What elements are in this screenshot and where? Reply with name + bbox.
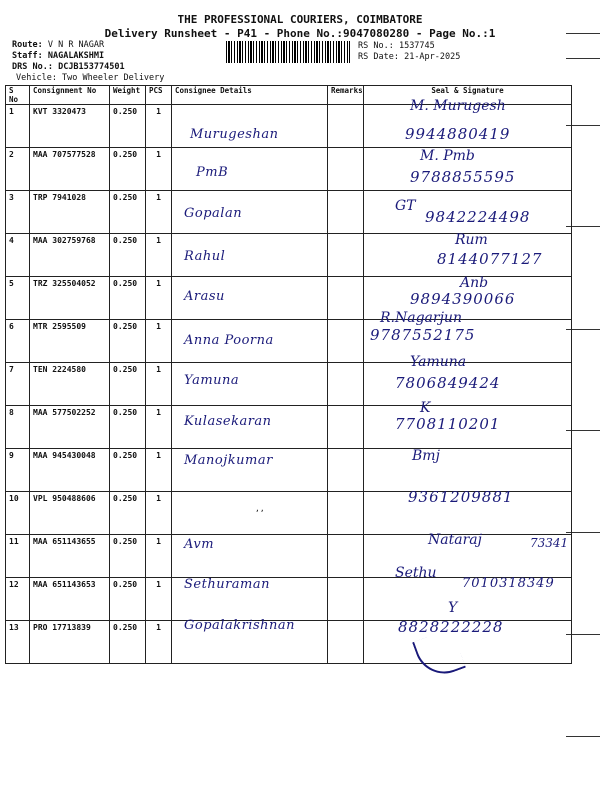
handwritten-phone: 7010318349 — [462, 576, 555, 591]
barcode-image — [226, 41, 350, 63]
handwritten-phone: 8828222228 — [398, 618, 504, 636]
row-sno: 6 — [6, 320, 30, 363]
handwritten-consignee-name: Gopalakrishnan — [184, 618, 295, 633]
handwritten-signature: K — [420, 400, 431, 416]
row-sno: 4 — [6, 234, 30, 277]
row-pcs: 1 — [146, 105, 172, 148]
row-remarks — [328, 535, 364, 578]
edge-rule — [566, 58, 600, 59]
row-weight: 0.250 — [110, 148, 146, 191]
row-remarks — [328, 492, 364, 535]
row-remarks — [328, 621, 364, 664]
handwritten-consignee-name: Yamuna — [184, 373, 240, 388]
handwritten-phone: 7708110201 — [395, 415, 501, 433]
row-weight: 0.250 — [110, 406, 146, 449]
row-remarks — [328, 148, 364, 191]
handwritten-signature: Sethu — [395, 565, 437, 581]
row-pcs: 1 — [146, 492, 172, 535]
handwritten-signature: R.Nagarjun — [380, 310, 462, 326]
row-weight: 0.250 — [110, 621, 146, 664]
row-weight: 0.250 — [110, 535, 146, 578]
row-sno: 11 — [6, 535, 30, 578]
staff-line — [12, 51, 104, 61]
rs-no-value: 1537745 — [398, 41, 435, 51]
rs-date-label: RS Date: — [358, 52, 399, 62]
row-pcs: 1 — [146, 191, 172, 234]
handwritten-phone: 8144077127 — [437, 250, 543, 268]
row-remarks — [328, 277, 364, 320]
row-sno: 12 — [6, 578, 30, 621]
row-pcs: 1 — [146, 621, 172, 664]
route-line — [12, 40, 104, 50]
row-pcs: 1 — [146, 148, 172, 191]
row-consignment: KVT 3320473 — [30, 105, 110, 148]
row-consignment: MAA 577502252 — [30, 406, 110, 449]
row-sno: 3 — [6, 191, 30, 234]
handwritten-consignee-name: Anna Poorna — [184, 333, 274, 348]
row-consignment: TEN 2224580 — [30, 363, 110, 406]
handwritten-signature: M. Murugesh — [410, 98, 506, 114]
handwritten-signature: Rum — [455, 232, 488, 248]
row-pcs: 1 — [146, 406, 172, 449]
row-consignment: PRO 17713839 — [30, 621, 110, 664]
handwritten-signature: Yamuna — [410, 354, 467, 370]
handwritten-consignee-name: Rahul — [184, 249, 226, 264]
handwritten-phone: 9944880419 — [405, 125, 511, 143]
row-pcs: 1 — [146, 277, 172, 320]
row-sno: 2 — [6, 148, 30, 191]
col-header-consignee: Consignee Details — [172, 86, 328, 105]
handwritten-phone: 9842224498 — [425, 208, 531, 226]
handwritten-signature: Anb — [460, 275, 489, 291]
row-sno: 1 — [6, 105, 30, 148]
row-remarks — [328, 363, 364, 406]
staff-value: NAGALAKSHMI — [47, 51, 105, 61]
row-pcs: 1 — [146, 449, 172, 492]
handwritten-signature: Y — [448, 600, 458, 616]
row-pcs: 1 — [146, 363, 172, 406]
row-remarks — [328, 105, 364, 148]
drs-value: DCJB153774501 — [58, 62, 125, 72]
handwritten-signature: GT — [395, 198, 416, 214]
row-consignment: TRZ 325504052 — [30, 277, 110, 320]
col-header-consignment: Consignment No — [30, 86, 110, 105]
row-weight: 0.250 — [110, 363, 146, 406]
company-title: THE PROFESSIONAL COURIERS, COIMBATORE — [177, 13, 423, 26]
col-header-sno: S No — [6, 86, 30, 105]
handwritten-consignee-name: Arasu — [184, 289, 225, 304]
row-sno: 13 — [6, 621, 30, 664]
row-remarks — [328, 406, 364, 449]
row-sno: 10 — [6, 492, 30, 535]
row-signature-cell — [364, 449, 572, 492]
row-remarks — [328, 191, 364, 234]
handwritten-signature: M. Pmb — [420, 148, 475, 164]
row-pcs: 1 — [146, 234, 172, 277]
rs-date-line — [358, 52, 460, 62]
handwritten-phone: 9787552175 — [370, 326, 476, 344]
runsheet-title: Delivery Runsheet - P41 - Phone No.:9047080280 - Page No.:1 — [104, 27, 496, 40]
row-sno: 5 — [6, 277, 30, 320]
handwritten-phone: 9894390066 — [410, 290, 516, 308]
row-consignment: MAA 707577528 — [30, 148, 110, 191]
handwritten-consignee-name: Gopalan — [184, 206, 243, 221]
row-sno: 9 — [6, 449, 30, 492]
edge-rule — [566, 33, 600, 34]
row-sno: 8 — [6, 406, 30, 449]
row-pcs: 1 — [146, 535, 172, 578]
rs-date-value: 21-Apr-2025 — [404, 52, 461, 62]
edge-rule — [566, 736, 600, 737]
handwritten-phone: 9788855595 — [410, 168, 516, 186]
row-remarks — [328, 234, 364, 277]
row-weight: 0.250 — [110, 191, 146, 234]
row-consignment: VPL 950488606 — [30, 492, 110, 535]
handwritten-consignee-name: PmB — [196, 165, 229, 180]
handwritten-consignee-name: Murugeshan — [190, 127, 279, 142]
table-row — [6, 320, 572, 363]
row-remarks — [328, 320, 364, 363]
drs-line — [12, 62, 125, 72]
row-consignment: MAA 302759768 — [30, 234, 110, 277]
handwritten-signature: Nataraj — [428, 532, 482, 548]
row-pcs: 1 — [146, 320, 172, 363]
table-row — [6, 449, 572, 492]
row-consignment: MAA 651143653 — [30, 578, 110, 621]
table-row — [6, 535, 572, 578]
route-value: V N R NAGAR — [47, 40, 105, 50]
handwritten-phone: 7806849424 — [395, 374, 501, 392]
rs-no-label: RS No.: — [358, 41, 394, 51]
row-weight: 0.250 — [110, 234, 146, 277]
row-weight: 0.250 — [110, 320, 146, 363]
row-sno: 7 — [6, 363, 30, 406]
row-consignee — [172, 148, 328, 191]
handwritten-consignee-name: Avm — [184, 537, 215, 552]
row-consignment: MTR 2595509 — [30, 320, 110, 363]
handwritten-consignee-name: Kulasekaran — [184, 414, 272, 429]
handwritten-consignee-name: Sethuraman — [184, 577, 270, 592]
row-consignee — [172, 492, 328, 535]
row-pcs: 1 — [146, 578, 172, 621]
row-consignment: MAA 651143655 — [30, 535, 110, 578]
row-weight: 0.250 — [110, 578, 146, 621]
col-header-weight: Weight — [110, 86, 146, 105]
col-header-remarks: Remarks — [328, 86, 364, 105]
col-header-signature: Seal & Signature — [364, 86, 572, 105]
handwritten-mark: ,, — [255, 504, 265, 513]
vehicle-line: Vehicle: Two Wheeler Delivery — [16, 73, 165, 83]
row-consignment: TRP 7941028 — [30, 191, 110, 234]
row-weight: 0.250 — [110, 277, 146, 320]
drs-label: DRS No.: — [12, 62, 53, 72]
row-remarks — [328, 578, 364, 621]
rs-no-line — [358, 41, 435, 51]
col-header-pcs: PCS — [146, 86, 172, 105]
staff-label: Staff: — [12, 51, 43, 61]
row-weight: 0.250 — [110, 105, 146, 148]
row-remarks — [328, 449, 364, 492]
row-weight: 0.250 — [110, 492, 146, 535]
handwritten-phone: 73341 — [530, 536, 569, 550]
row-consignment: MAA 945430048 — [30, 449, 110, 492]
handwritten-phone: 9361209881 — [408, 488, 514, 506]
handwritten-signature: Bmj — [412, 448, 440, 464]
row-weight: 0.250 — [110, 449, 146, 492]
handwritten-consignee-name: Manojkumar — [184, 453, 273, 468]
route-label: Route: — [12, 40, 43, 50]
